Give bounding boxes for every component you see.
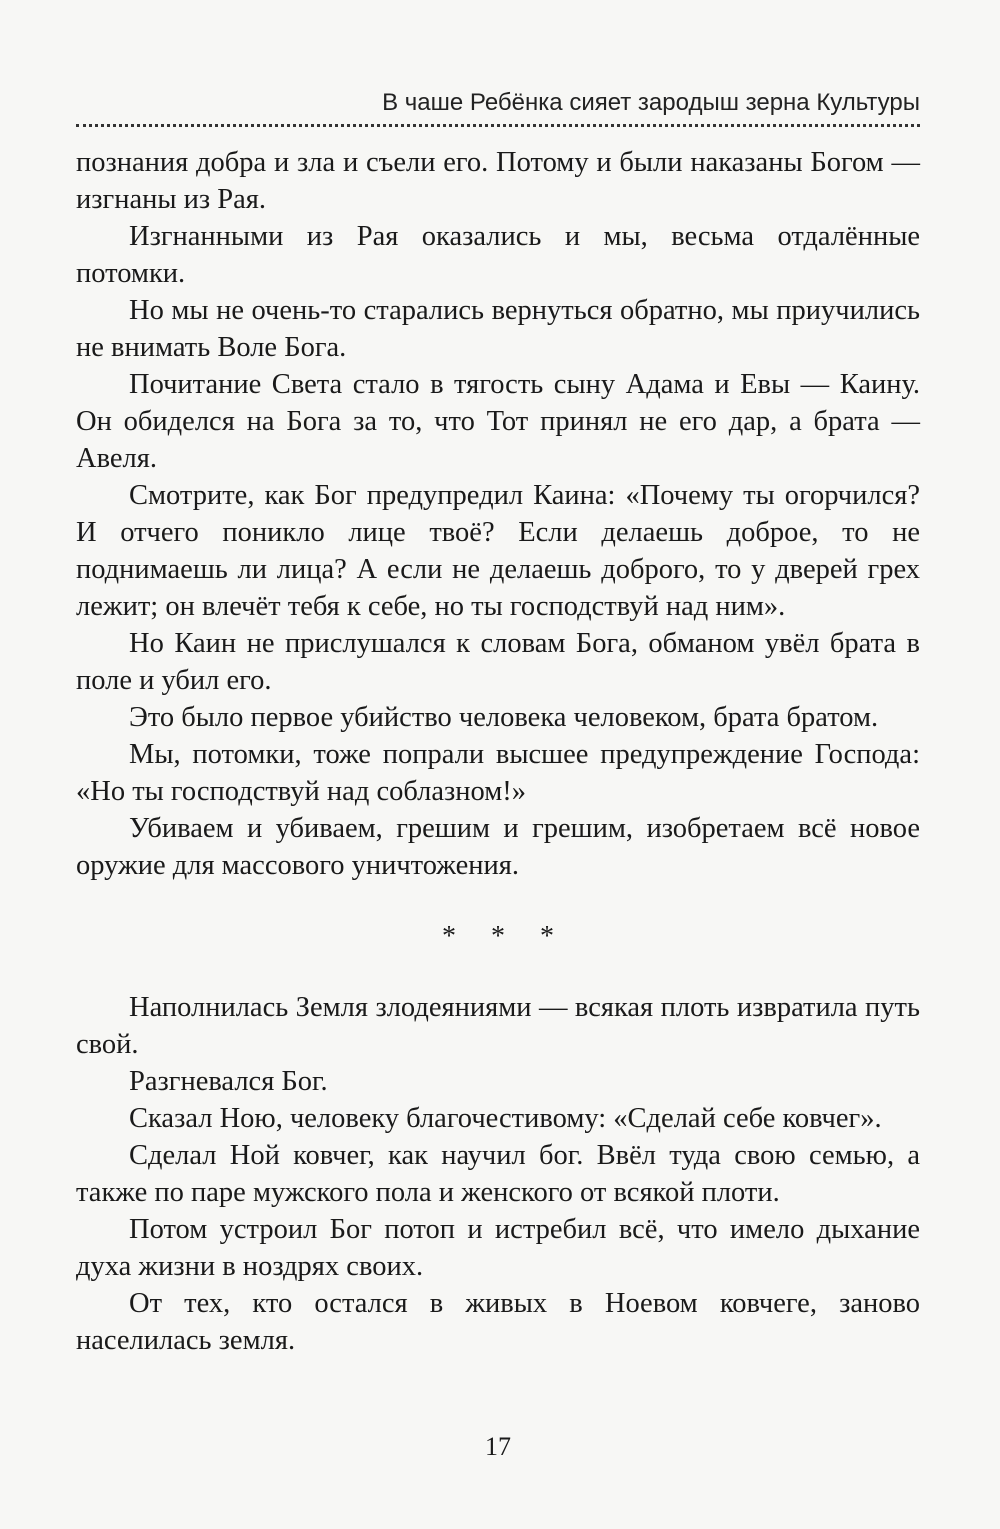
paragraph: Но Каин не прислушался к словам Бога, обманом увёл брата в поле и убил его. bbox=[76, 628, 920, 696]
paragraph: Убиваем и убиваем, грешим и грешим, изобретаем всё новое оружие для массового уничтожения. bbox=[76, 813, 920, 881]
paragraph: Разгневался Бог. bbox=[129, 1066, 328, 1097]
body-text bbox=[76, 144, 920, 1359]
header-dotted-rule bbox=[76, 124, 920, 127]
paragraph: познания добра и зла и съели его. Потому и были наказаны Богом — изгнаны из Рая. bbox=[76, 147, 920, 215]
paragraph: Сделал Ной ковчег, как научил бог. Ввёл туда свою семью, а также по паре мужского пола и женского от всякой плоти. bbox=[76, 1140, 920, 1208]
paragraph: Мы, потомки, тоже попрали высшее предупреждение Господа: «Но ты господствуй над соблазном!» bbox=[76, 739, 920, 807]
paragraph: От тех, кто остался в живых в Ноевом ковчеге, заново населилась земля. bbox=[76, 1288, 920, 1356]
section-break-asterisks: * * * bbox=[442, 921, 568, 952]
paragraph: Но мы не очень-то старались вернуться обратно, мы приучились не внимать Воле Бога. bbox=[76, 295, 920, 363]
paragraph: Потом устроил Бог потоп и истребил всё, что имело дыхание духа жизни в ноздрях своих. bbox=[76, 1214, 920, 1282]
paragraph: Сказал Ною, человеку благочестивому: «Сделай себе ковчег». bbox=[129, 1103, 882, 1134]
paragraph: Смотрите, как Бог предупредил Каина: «Почему ты огорчился? И отчего поникло лице твоё? Если делаешь доброе, то не поднимаешь ли лица? А если не делаешь доброго, то у дверей грех лежит; он влечёт тебя к себе, но ты господствуй над ним». bbox=[76, 480, 920, 622]
paragraph: Это было первое убийство человека человеком, брата братом. bbox=[129, 702, 879, 733]
paragraph: Изгнанными из Рая оказались и мы, весьма отдалённые потомки. bbox=[76, 221, 920, 289]
paragraph: Наполнилась Земля злодеяниями — всякая плоть извратила путь свой. bbox=[76, 992, 920, 1060]
paragraph: Почитание Света стало в тягость сыну Адама и Евы — Каину. Он обиделся на Бога за то, что Тот принял не его дар, а брата — Авеля. bbox=[76, 369, 920, 474]
page-number: 17 bbox=[485, 1432, 511, 1461]
running-header: В чаше Ребёнка сияет зародыш зерна Культуры bbox=[382, 89, 920, 116]
